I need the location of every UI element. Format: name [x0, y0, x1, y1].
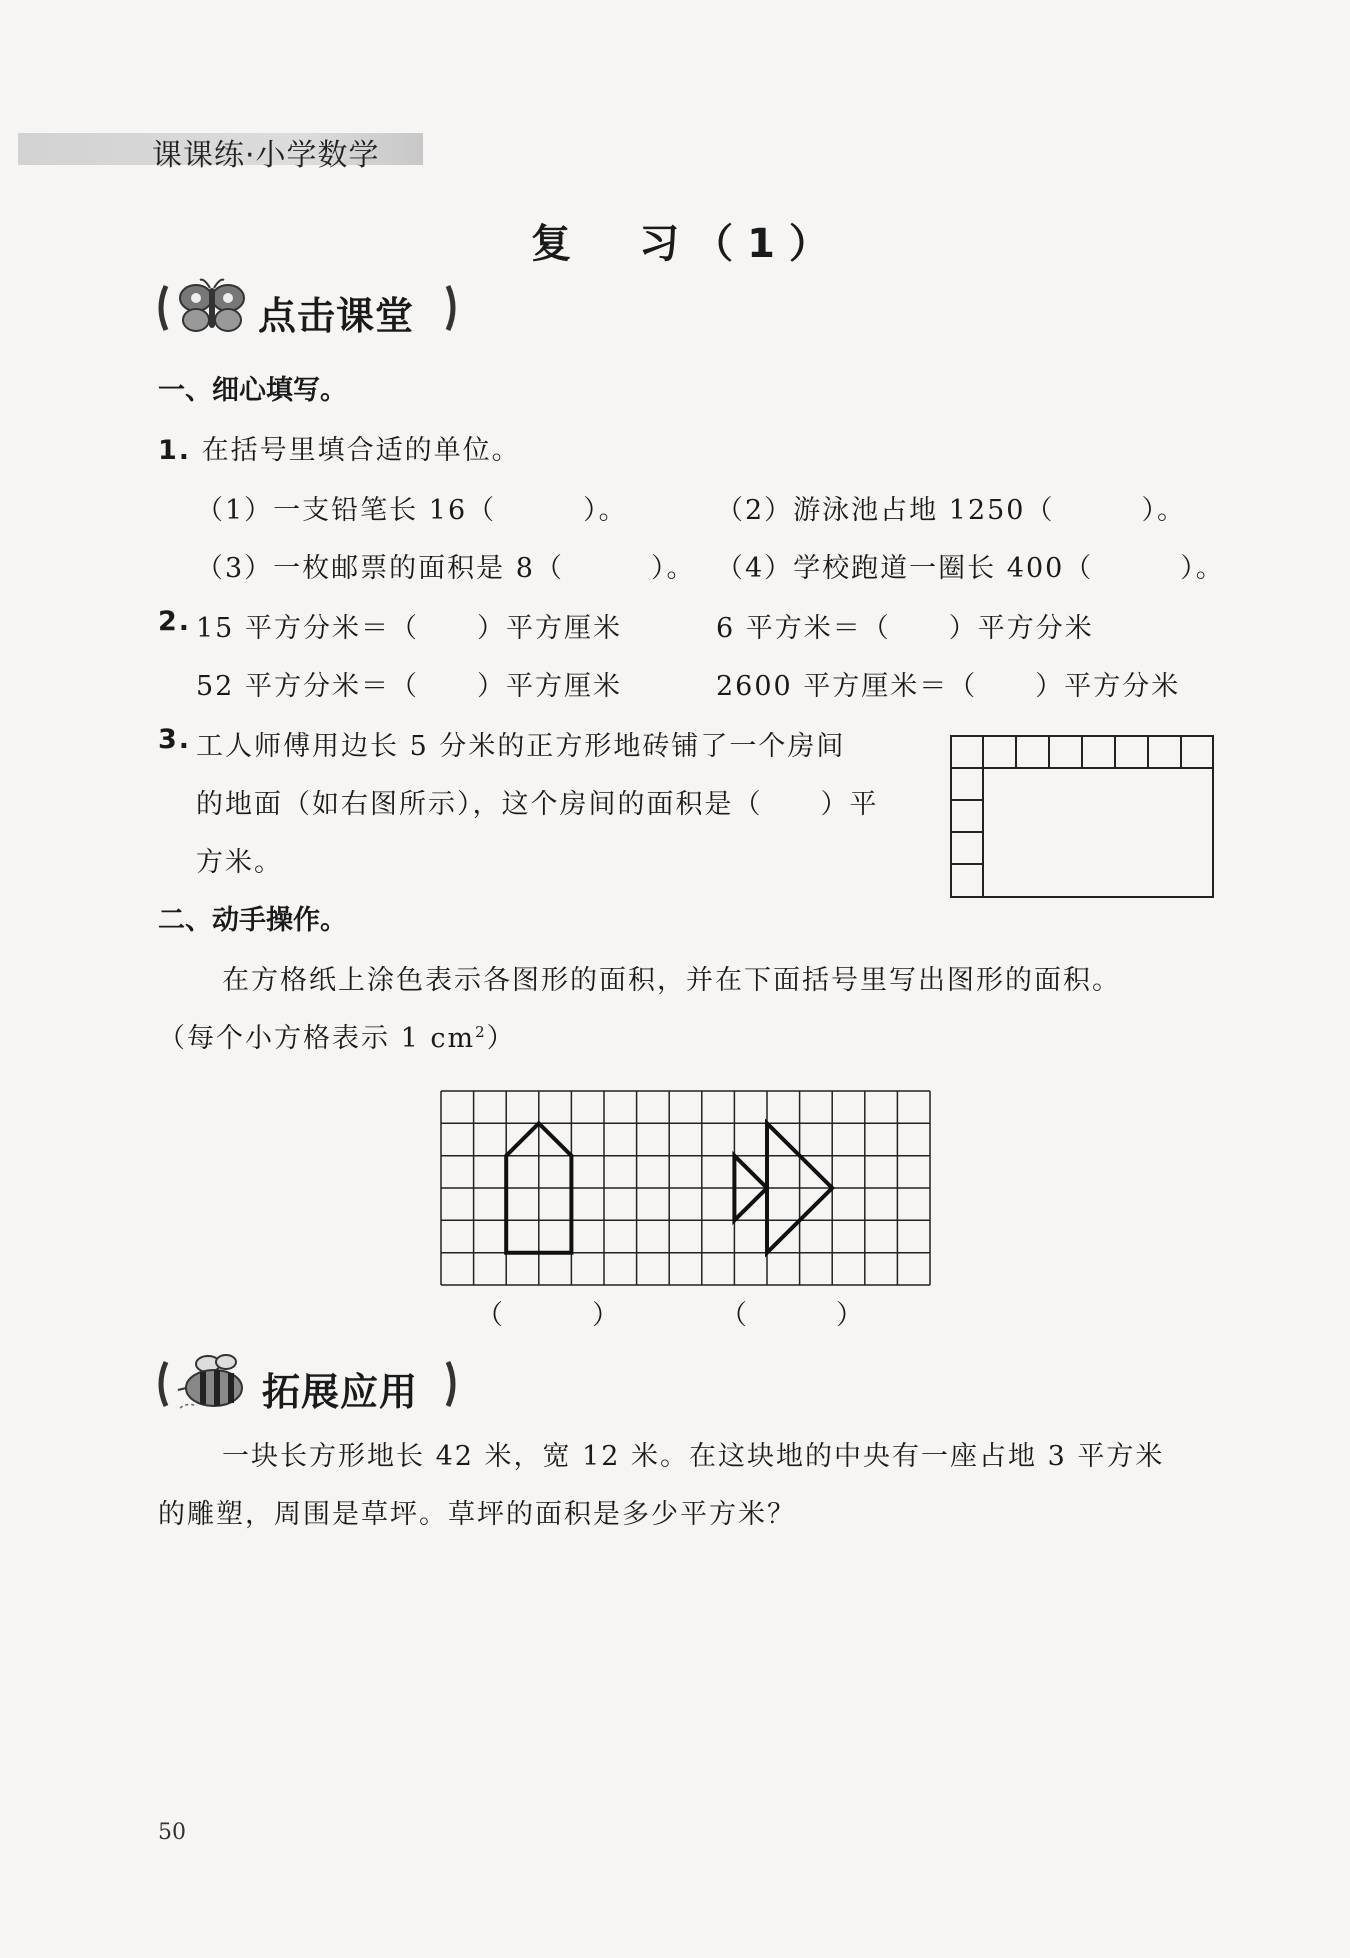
question-number: 3. [158, 724, 192, 755]
q3-line-3: 方米。 [196, 847, 283, 878]
lesson-title: 复 习（1） [531, 221, 843, 267]
bee-icon [178, 1355, 242, 1408]
extension-line-1: 一块长方形地长 42 米，宽 12 米。在这块地的中央有一座占地 3 平方米 [222, 1441, 1165, 1472]
q2-item-2: 6 平方米＝（ ）平方分米 [716, 613, 1094, 644]
q1-item-1: （1）一支铅笔长 16（ ）。 [196, 495, 628, 526]
question-1 [158, 428, 521, 467]
answer-blank-right: （ ） [720, 1300, 865, 1331]
question-number: 1. [158, 435, 192, 466]
page-number: 50 [158, 1820, 186, 1845]
running-header: 课课练·小学数学 [152, 138, 380, 173]
q3-line-2: 的地面（如右图所示），这个房间的面积是（ ）平 [196, 789, 879, 820]
extension-line-2: 的雕塑，周围是草坪。草坪的面积是多少平方米？ [158, 1499, 796, 1530]
q2-item-4: 2600 平方厘米＝（ ）平方分米 [716, 671, 1181, 702]
q1-item-3: （3）一枚邮票的面积是 8（ ）。 [196, 553, 696, 584]
butterfly-icon [180, 280, 244, 331]
part1-heading: 一、细心填写。 [158, 375, 347, 406]
question-number: 2. [158, 606, 192, 637]
q2-item-1: 15 平方分米＝（ ）平方厘米 [196, 613, 622, 644]
section-title-extension: 拓展应用 [262, 1370, 419, 1414]
question-prompt: 在括号里填合适的单位。 [201, 435, 521, 466]
section-title-click-classroom: 点击课堂 [258, 294, 415, 338]
part2-instruction: 在方格纸上涂色表示各图形的面积，并在下面括号里写出图形的面积。 [222, 965, 1121, 996]
answer-blank-left: （ ） [476, 1300, 621, 1331]
q3-line-1: 工人师傅用边长 5 分米的正方形地砖铺了一个房间 [196, 731, 846, 762]
q2-item-3: 52 平方分米＝（ ）平方厘米 [196, 671, 622, 702]
part2-heading: 二、动手操作。 [158, 905, 347, 936]
q1-item-4: （4）学校跑道一圈长 400（ ）。 [716, 553, 1225, 584]
room-tile-diagram [950, 735, 1220, 905]
q1-item-2: （2）游泳池占地 1250（ ）。 [716, 495, 1186, 526]
part2-note: （每个小方格表示 1 $cm^2$） [158, 1023, 516, 1054]
grid-paper [440, 1090, 934, 1286]
